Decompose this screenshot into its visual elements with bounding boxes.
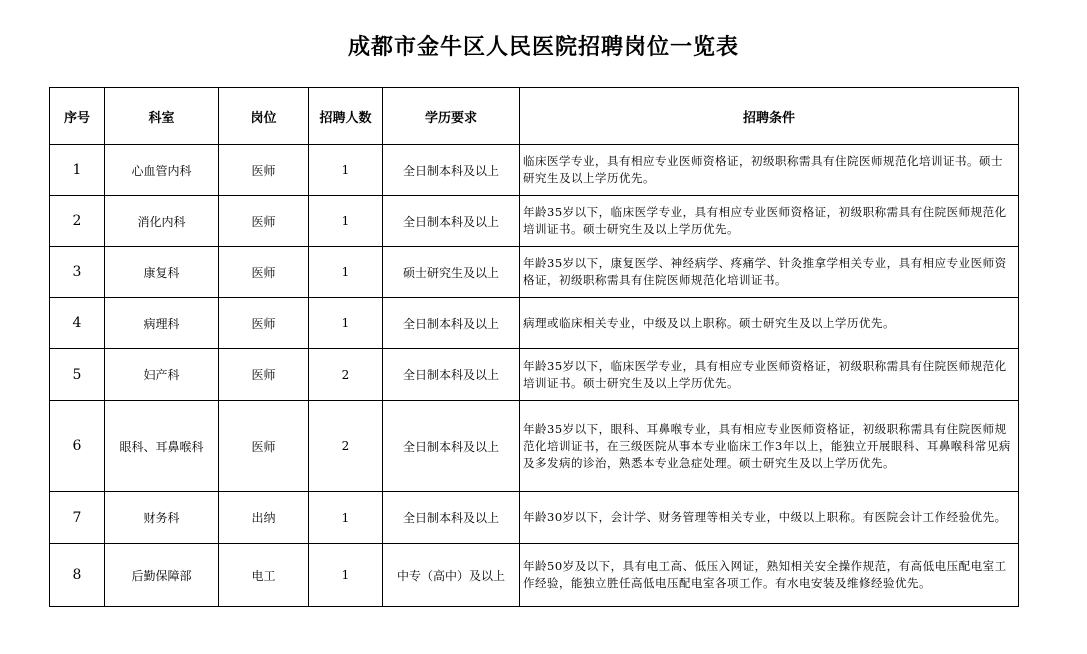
cell-dept: 眼科、耳鼻喉科 — [105, 401, 219, 492]
cell-dept: 康复科 — [105, 247, 219, 298]
cell-seq: 6 — [50, 401, 105, 492]
cell-seq: 7 — [50, 492, 105, 544]
cell-position: 出纳 — [219, 492, 309, 544]
cell-dept: 消化内科 — [105, 196, 219, 247]
cell-conditions: 年龄30岁以下，会计学、财务管理等相关专业，中级以上职称。有医院会计工作经验优先。 — [520, 492, 1019, 544]
cell-count: 2 — [309, 349, 383, 401]
cell-position: 医师 — [219, 298, 309, 349]
recruitment-table — [49, 87, 1019, 607]
cell-seq: 1 — [50, 145, 105, 196]
cell-count: 1 — [309, 247, 383, 298]
cell-education: 全日制本科及以上 — [383, 145, 520, 196]
cell-education: 硕士研究生及以上 — [383, 247, 520, 298]
cell-seq: 5 — [50, 349, 105, 401]
header-position: 岗位 — [219, 88, 309, 145]
cell-dept: 病理科 — [105, 298, 219, 349]
header-count: 招聘人数 — [309, 88, 383, 145]
table-row — [50, 544, 1019, 607]
cell-count: 1 — [309, 298, 383, 349]
header-education: 学历要求 — [383, 88, 520, 145]
cell-conditions: 临床医学专业，具有相应专业医师资格证，初级职称需具有住院医师规范化培训证书。硕士研究生及以上学历优先。 — [520, 145, 1019, 196]
cell-conditions: 年龄35岁以下，临床医学专业，具有相应专业医师资格证，初级职称需具有住院医师规范化培训证书。硕士研究生及以上学历优先。 — [520, 196, 1019, 247]
table-row — [50, 492, 1019, 544]
header-seq: 序号 — [50, 88, 105, 145]
cell-position: 医师 — [219, 349, 309, 401]
cell-dept: 妇产科 — [105, 349, 219, 401]
cell-education: 全日制本科及以上 — [383, 349, 520, 401]
header-conditions: 招聘条件 — [520, 88, 1019, 145]
cell-position: 医师 — [219, 196, 309, 247]
cell-education: 全日制本科及以上 — [383, 196, 520, 247]
cell-education: 全日制本科及以上 — [383, 298, 520, 349]
cell-dept: 财务科 — [105, 492, 219, 544]
cell-education: 全日制本科及以上 — [383, 492, 520, 544]
header-row — [50, 88, 1019, 145]
table-row — [50, 349, 1019, 401]
cell-seq: 4 — [50, 298, 105, 349]
cell-conditions: 年龄35岁以下，眼科、耳鼻喉专业，具有相应专业医师资格证，初级职称需具有住院医师规范化培训证书，在三级医院从事本专业临床工作3年以上，能独立开展眼科、耳鼻喉科常见病及多发病的诊治，熟悉本专业急症处理。硕士研究生及以上学历优先。 — [520, 401, 1019, 492]
cell-conditions: 病理或临床相关专业，中级及以上职称。硕士研究生及以上学历优先。 — [520, 298, 1019, 349]
cell-count: 2 — [309, 401, 383, 492]
table-row — [50, 247, 1019, 298]
cell-conditions: 年龄35岁以下，临床医学专业，具有相应专业医师资格证，初级职称需具有住院医师规范化培训证书。硕士研究生及以上学历优先。 — [520, 349, 1019, 401]
page-title: 成都市金牛区人民医院招聘岗位一览表 — [347, 35, 739, 60]
cell-conditions: 年龄50岁及以下，具有电工高、低压入网证，熟知相关安全操作规范，有高低电压配电室工作经验，能独立胜任高低电压配电室各项工作。有水电安装及维修经验优先。 — [520, 544, 1019, 607]
cell-count: 1 — [309, 544, 383, 607]
cell-position: 医师 — [219, 401, 309, 492]
cell-position: 电工 — [219, 544, 309, 607]
table-row — [50, 401, 1019, 492]
cell-dept: 后勤保障部 — [105, 544, 219, 607]
cell-seq: 8 — [50, 544, 105, 607]
cell-education: 中专（高中）及以上 — [383, 544, 520, 607]
cell-count: 1 — [309, 492, 383, 544]
table-row — [50, 196, 1019, 247]
cell-count: 1 — [309, 196, 383, 247]
cell-dept: 心血管内科 — [105, 145, 219, 196]
cell-position: 医师 — [219, 145, 309, 196]
cell-count: 1 — [309, 145, 383, 196]
header-dept: 科室 — [105, 88, 219, 145]
cell-conditions: 年龄35岁以下，康复医学、神经病学、疼痛学、针灸推拿学相关专业，具有相应专业医师资格证，初级职称需具有住院医师规范化培训证书。 — [520, 247, 1019, 298]
table-row — [50, 298, 1019, 349]
table-row — [50, 145, 1019, 196]
cell-seq: 3 — [50, 247, 105, 298]
cell-seq: 2 — [50, 196, 105, 247]
cell-education: 全日制本科及以上 — [383, 401, 520, 492]
cell-position: 医师 — [219, 247, 309, 298]
